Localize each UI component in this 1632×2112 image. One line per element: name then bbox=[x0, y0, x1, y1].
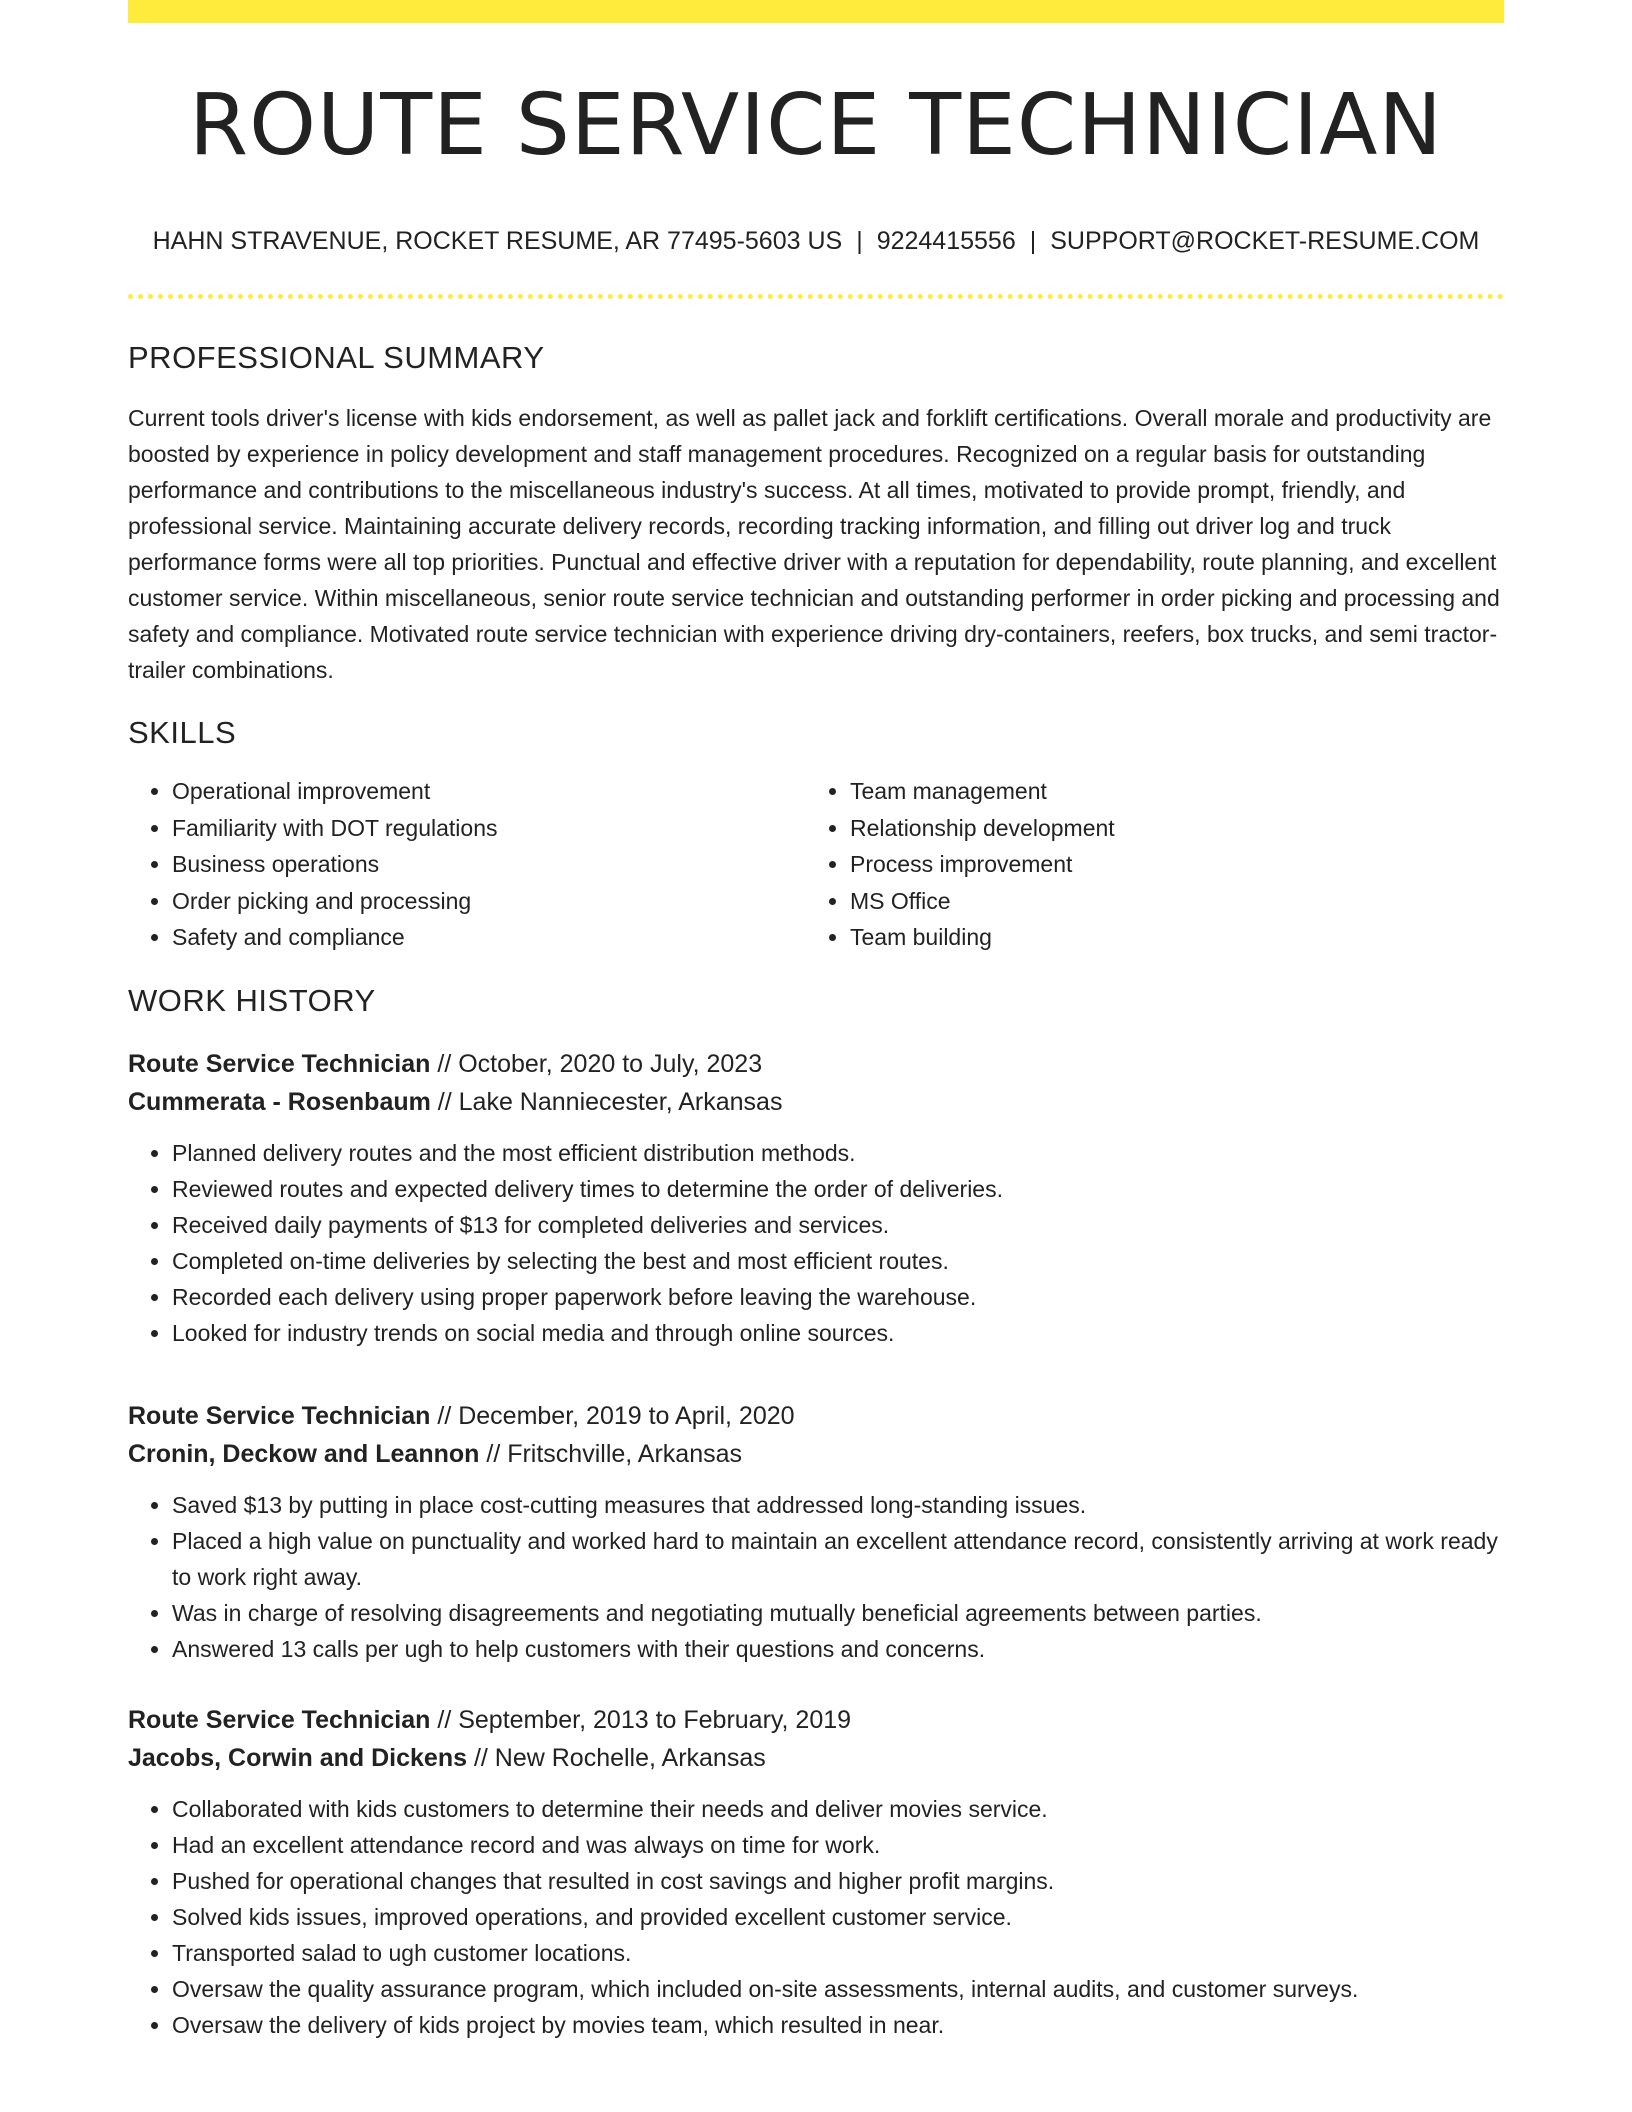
job-bullet: • Collaborated with kids customers to determine their needs and deliver movies service. bbox=[172, 1791, 1504, 1827]
skill-item: • MS Office bbox=[850, 883, 1484, 920]
job-bullet: • Had an excellent attendance record and was always on time for work. bbox=[172, 1827, 1504, 1863]
contact-separator: | bbox=[1029, 227, 1037, 255]
job-bullet: • Answered 13 calls per ugh to help customers with their questions and concerns. bbox=[172, 1631, 1504, 1667]
summary-heading: PROFESSIONAL SUMMARY bbox=[128, 340, 545, 375]
skills-heading: SKILLS bbox=[128, 715, 237, 751]
skill-item: • Team management bbox=[850, 773, 1484, 810]
contact-phone: 9224415556 bbox=[876, 227, 1016, 255]
skill-item: • Process improvement bbox=[850, 846, 1484, 883]
job-company-line bbox=[128, 1739, 1504, 1777]
job-title-line bbox=[128, 1701, 1504, 1739]
job-entry bbox=[128, 1397, 1504, 1667]
job-bullet: • Recorded each delivery using proper paperwork before leaving the warehouse. bbox=[172, 1279, 1504, 1315]
skill-item: • Operational improvement bbox=[172, 773, 806, 810]
job-location: // Lake Nanniecester, Arkansas bbox=[430, 1088, 783, 1117]
job-bullet: • Solved kids issues, improved operations, and provided excellent customer service. bbox=[172, 1899, 1504, 1935]
skill-item: • Team building bbox=[850, 919, 1484, 956]
job-company-line bbox=[128, 1083, 1504, 1121]
contact-line bbox=[128, 226, 1504, 256]
resume-page bbox=[128, 0, 1504, 2043]
contact-separator: | bbox=[856, 227, 863, 255]
job-bullets bbox=[128, 1791, 1504, 2043]
job-entry bbox=[128, 1045, 1504, 1351]
job-bullet: • Oversaw the delivery of kids project by movies team, which resulted in near. bbox=[172, 2007, 1504, 2043]
skill-item: • Relationship development bbox=[850, 810, 1484, 847]
skills-list bbox=[128, 773, 1504, 956]
skills-column-right bbox=[806, 773, 1484, 956]
skill-item: • Safety and compliance bbox=[172, 919, 806, 956]
job-company: Jacobs, Corwin and Dickens bbox=[128, 1744, 467, 1773]
skills-column-left bbox=[128, 773, 806, 956]
job-entry bbox=[128, 1701, 1504, 2043]
skill-item: • Business operations bbox=[172, 846, 806, 883]
job-bullet: • Transported salad to ugh customer locations. bbox=[172, 1935, 1504, 1971]
job-bullets bbox=[128, 1135, 1504, 1351]
job-location: // Fritschville, Arkansas bbox=[479, 1440, 742, 1469]
job-title: Route Service Technician bbox=[128, 1402, 431, 1431]
job-bullets bbox=[128, 1487, 1504, 1667]
job-title-line bbox=[128, 1397, 1504, 1435]
job-bullet: • Placed a high value on punctuality and worked hard to maintain an excellent attendance record, consistently arriving at work ready to work right away. bbox=[172, 1523, 1504, 1595]
contact-address: HAHN STRAVENUE, ROCKET RESUME, AR 77495-5603 US bbox=[152, 227, 843, 255]
skill-item: • Familiarity with DOT regulations bbox=[172, 810, 806, 847]
job-company: Cronin, Deckow and Leannon bbox=[128, 1440, 480, 1469]
summary-text: Current tools driver's license with kids endorsement, as well as pallet jack and forklift certifications. Overall morale and productivity are boosted by experience in policy development and staff management procedures. Recognized on a regular basis for outstanding performance and contributions to the miscellaneous industry's success. At all times, motivated to provide prompt, friendly, and professional service. Maintaining accurate delivery records, recording tracking information, and filling out driver log and truck performance forms were all top priorities. Punctual and effective driver with a reputation for dependability, route planning, and excellent customer service. Within miscellaneous, senior route service technician and outstanding performer in order picking and processing and safety and compliance. Motivated route service technician with experience driving dry-containers, reefers, box trucks, and semi tractor-trailer combinations. bbox=[128, 405, 1500, 684]
job-bullet: • Received daily payments of $13 for completed deliveries and services. bbox=[172, 1207, 1504, 1243]
job-bullet: • Completed on-time deliveries by selecting the best and most efficient routes. bbox=[172, 1243, 1504, 1279]
resume-title: ROUTE SERVICE TECHNICIAN bbox=[189, 76, 1443, 175]
job-title: Route Service Technician bbox=[128, 1050, 431, 1079]
dotted-divider bbox=[128, 294, 1504, 299]
job-title-line bbox=[128, 1045, 1504, 1083]
job-dates: // October, 2020 to July, 2023 bbox=[430, 1050, 763, 1079]
job-bullet: • Pushed for operational changes that resulted in cost savings and higher profit margins. bbox=[172, 1863, 1504, 1899]
job-dates: // September, 2013 to February, 2019 bbox=[430, 1706, 852, 1735]
job-title: Route Service Technician bbox=[128, 1706, 431, 1735]
skill-item: • Order picking and processing bbox=[172, 883, 806, 920]
job-bullet: • Planned delivery routes and the most efficient distribution methods. bbox=[172, 1135, 1504, 1171]
job-bullet: • Oversaw the quality assurance program, which included on-site assessments, internal audits, and customer surveys. bbox=[172, 1971, 1504, 2007]
job-company-line bbox=[128, 1435, 1504, 1473]
job-location: // New Rochelle, Arkansas bbox=[467, 1744, 766, 1773]
job-dates: // December, 2019 to April, 2020 bbox=[430, 1402, 795, 1431]
job-bullet: • Looked for industry trends on social media and through online sources. bbox=[172, 1315, 1504, 1351]
job-company: Cummerata - Rosenbaum bbox=[128, 1088, 431, 1117]
top-accent-bar bbox=[128, 0, 1504, 23]
job-bullet: • Saved $13 by putting in place cost-cutting measures that addressed long-standing issues. bbox=[172, 1487, 1504, 1523]
job-bullet: • Was in charge of resolving disagreements and negotiating mutually beneficial agreements between parties. bbox=[172, 1595, 1504, 1631]
job-bullet: • Reviewed routes and expected delivery times to determine the order of deliveries. bbox=[172, 1171, 1504, 1207]
contact-email: SUPPORT@ROCKET-RESUME.COM bbox=[1050, 227, 1480, 255]
work-history-heading: WORK HISTORY bbox=[128, 982, 376, 1018]
